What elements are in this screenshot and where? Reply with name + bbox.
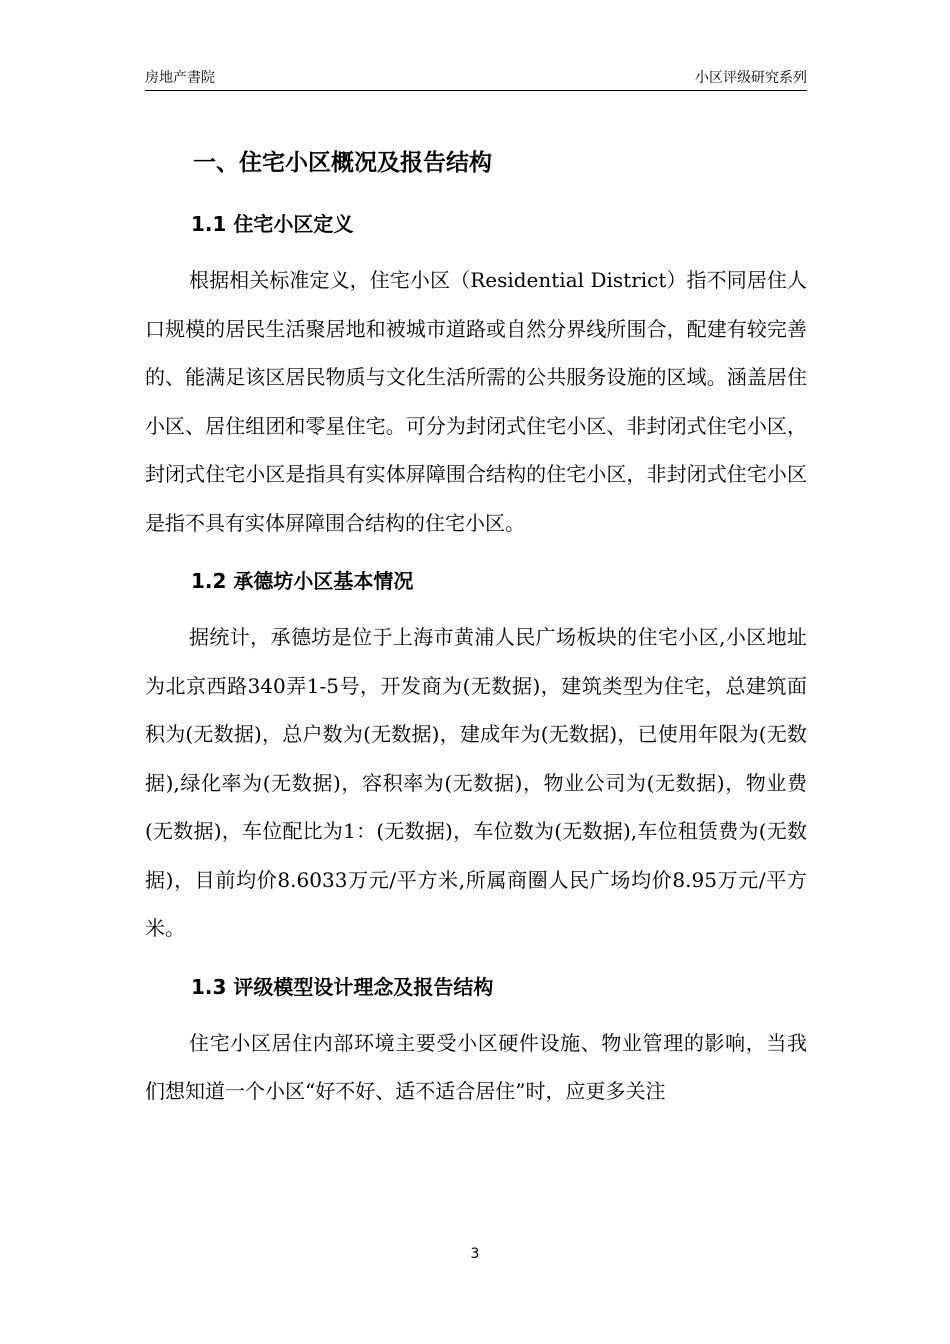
header-left-text: 房地产書院: [145, 70, 215, 86]
subsection-title-1-1: 1.1 住宅小区定义: [191, 212, 354, 236]
subsection-title-1-2: 1.2 承德坊小区基本情况: [191, 569, 414, 593]
page-header: [145, 66, 807, 91]
paragraph-definition: 根据相关标准定义，住宅小区（Residential District）指不同居住人口规模的居民生活聚居地和被城市道路或自然分界线所围合，配建有较完善的、能满足该区居民物质与文化生活所需的公共服务设施的区域。涵盖居住小区、居住组团和零星住宅。可分为封闭式住宅小区、非封闭式住宅小区，封闭式住宅小区是指具有实体屏障围合结构的住宅小区，非封闭式住宅小区是指不具有实体屏障围合结构的住宅小区。: [145, 268, 807, 535]
header-right-text: 小区评级研究系列: [695, 70, 807, 86]
section-title: 一、住宅小区概况及报告结构: [193, 150, 492, 176]
paragraph-model-design: 住宅小区居住内部环境主要受小区硬件设施、物业管理的影响，当我们想知道一个小区“好不好、适不适合居住”时，应更多关注: [145, 1030, 807, 1103]
subsection-title-1-3: 1.3 评级模型设计理念及报告结构: [191, 974, 494, 999]
page-number: 3: [470, 1246, 480, 1262]
paragraph-basic-info: 据统计，承德坊是位于上海市黄浦人民广场板块的住宅小区,小区地址为北京西路340弄1-5号，开发商为(无数据)，建筑类型为住宅，总建筑面积为(无数据)，总户数为(无数据)，建成年为(无数据)，已使用年限为(无数据),绿化率为(无数据)，容积率为(无数据)，物业公司为(无数据)，物业费(无数据)，车位配比为1：(无数据)，车位数为(无数据),车位租赁费为(无数据)，目前均价8.6033万元/平方米,所属商圈人民广场均价8.95万元/平方米。: [145, 625, 807, 940]
document-body: [145, 140, 807, 1116]
